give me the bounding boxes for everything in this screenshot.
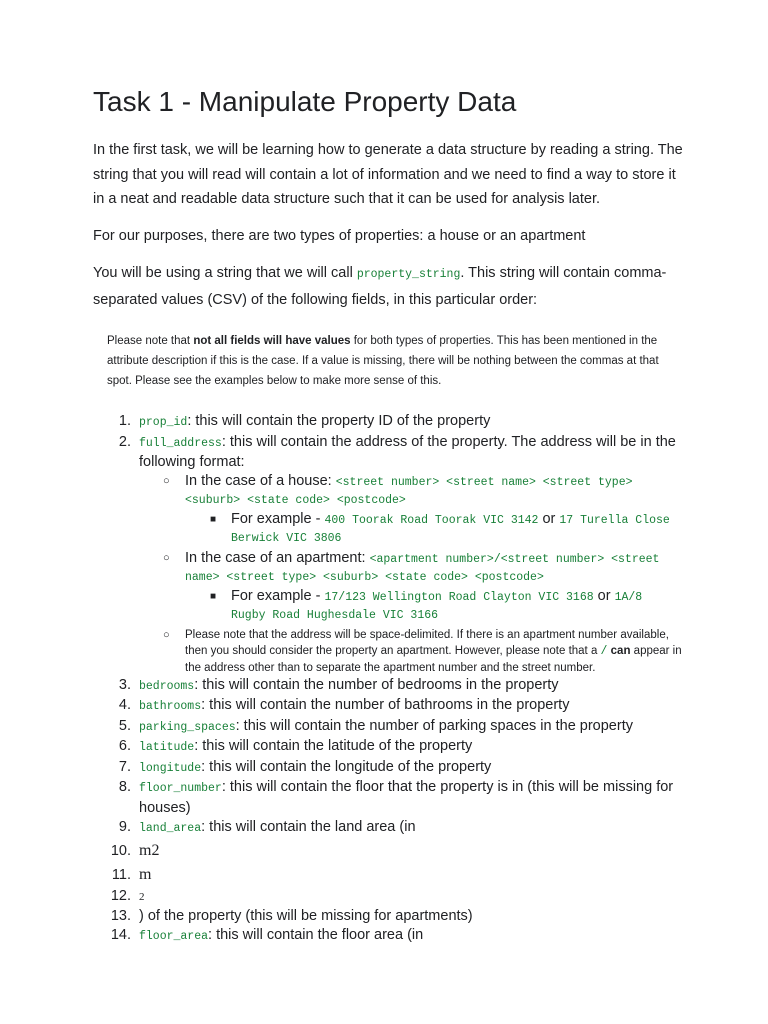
square-bullet-icon: ■ bbox=[210, 590, 217, 602]
field-description: : this will contain the address of the property. The address will be in the following format: bbox=[139, 433, 676, 470]
field-code: latitude bbox=[139, 741, 195, 754]
list-item bbox=[93, 433, 683, 473]
list-number: 10. bbox=[110, 842, 131, 859]
list-item bbox=[93, 717, 683, 738]
list-item bbox=[93, 696, 683, 717]
address-note-after: appear in the address other than to separate the apartment number and the street number. bbox=[185, 644, 682, 674]
field-code: land_area bbox=[139, 822, 202, 835]
house-format-code: <street number> <street name> <street type> <suburb> <state code> <postcode> bbox=[185, 475, 633, 507]
house-example-2: 17 Turella Close Berwick VIC 3806 bbox=[231, 513, 670, 545]
field-description: : this will contain the property ID of the property bbox=[187, 413, 491, 429]
fields-list bbox=[93, 412, 683, 947]
apartment-format-item bbox=[93, 550, 683, 586]
list-number: 3. bbox=[118, 676, 131, 693]
circle-bullet-icon: ○ bbox=[163, 628, 170, 641]
list-number: 13. bbox=[110, 907, 131, 924]
house-example-1: 400 Toorak Road Toorak VIC 3142 bbox=[324, 513, 539, 527]
apartment-example-2: 1A/8 Rugby Road Hughesdale VIC 3166 bbox=[231, 590, 643, 622]
square-bullet-icon: ■ bbox=[210, 513, 217, 525]
unit-text: m bbox=[139, 865, 152, 883]
field-code: parking_spaces bbox=[139, 720, 236, 734]
example-label: For example - bbox=[231, 510, 325, 527]
field-code: bathrooms bbox=[139, 700, 202, 713]
field-description: : this will contain the land area (in bbox=[201, 819, 416, 835]
unit-text: m2 bbox=[139, 841, 160, 859]
field-code: floor_area bbox=[139, 930, 209, 943]
field-description: : this will contain the number of bathrooms in the property bbox=[201, 697, 570, 713]
list-item bbox=[93, 887, 683, 907]
apartment-example-1: 17/123 Wellington Road Clayton VIC 3168 bbox=[324, 590, 594, 604]
circle-bullet-icon: ○ bbox=[163, 551, 170, 564]
list-number: 5. bbox=[118, 717, 131, 734]
list-item bbox=[93, 863, 683, 887]
circle-bullet-icon: ○ bbox=[163, 474, 170, 487]
list-number: 14. bbox=[110, 927, 131, 943]
field-description: : this will contain the floor that the property is in (this will be missing for houses) bbox=[139, 779, 674, 816]
field-code: bedrooms bbox=[139, 679, 195, 693]
field-code: longitude bbox=[139, 761, 202, 775]
list-item bbox=[93, 926, 683, 947]
field-code: full_address bbox=[139, 436, 222, 450]
list-number: 1. bbox=[118, 413, 131, 429]
list-number: 8. bbox=[118, 779, 131, 795]
house-format-item bbox=[93, 473, 683, 509]
field-description: : this will contain the number of parking spaces in the property bbox=[235, 717, 633, 734]
field-description: : this will contain the latitude of the property bbox=[194, 738, 473, 754]
csv-text-before: You will be using a string that we will call bbox=[93, 265, 357, 281]
field-code: floor_number bbox=[139, 782, 222, 795]
list-number: 4. bbox=[118, 697, 131, 713]
note-bold: not all fields will have values bbox=[193, 335, 351, 347]
house-label: In the case of a house: bbox=[185, 472, 336, 489]
property-string-code: property_string bbox=[356, 268, 461, 281]
field-description: : this will contain the number of bedrooms in the property bbox=[194, 676, 559, 693]
apartment-example-item bbox=[93, 588, 683, 624]
address-note-item bbox=[93, 627, 683, 676]
page-title: Task 1 - Manipulate Property Data bbox=[93, 86, 517, 117]
list-number: 7. bbox=[118, 758, 131, 775]
list-number: 12. bbox=[110, 887, 131, 904]
list-item bbox=[93, 839, 683, 863]
property-types-paragraph: For our purposes, there are two types of properties: a house or an apartment bbox=[93, 228, 586, 244]
list-item bbox=[93, 778, 683, 818]
list-item bbox=[93, 907, 683, 927]
note-text-before: Please note that bbox=[107, 335, 194, 347]
unit-text: 2 bbox=[139, 890, 145, 903]
list-item bbox=[93, 737, 683, 758]
csv-text-after: . This string will contain comma-separated values (CSV) of the following fields, in this particular order: bbox=[93, 265, 667, 308]
or-text: or bbox=[593, 587, 615, 604]
address-note-bold: can bbox=[610, 644, 631, 657]
list-item bbox=[93, 758, 683, 779]
field-description: : this will contain the floor area (in bbox=[208, 927, 424, 943]
apartment-format-code: <apartment number>/<street number> <street name> <street type> <suburb> <state code> <postcode> bbox=[185, 552, 660, 584]
field-description: ) of the property (this will be missing for apartments) bbox=[139, 907, 473, 924]
csv-paragraph bbox=[93, 261, 683, 312]
field-code: prop_id bbox=[139, 416, 188, 429]
list-number: 6. bbox=[118, 738, 131, 754]
intro-paragraph: In the first task, we will be learning how to generate a data structure by reading a string. The string that you will read will contain a lot of information and we need to find a way to store it in a neat and readable data structure such that it can be used for analysis later. bbox=[93, 142, 683, 207]
or-text: or bbox=[538, 510, 560, 527]
field-description: : this will contain the longitude of the property bbox=[201, 758, 492, 775]
list-item bbox=[93, 412, 683, 433]
address-note-before: Please note that the address will be space-delimited. If there is an apartment number available, then you should consider the property an apartment. However, please note that a bbox=[185, 628, 669, 657]
apartment-label: In the case of an apartment: bbox=[185, 549, 370, 566]
list-number: 2. bbox=[118, 433, 131, 450]
list-number: 9. bbox=[118, 819, 131, 835]
house-example-item bbox=[93, 511, 683, 547]
example-label: For example - bbox=[231, 587, 325, 604]
slash-code: / bbox=[600, 644, 608, 658]
note-text-after: for both types of properties. This has been mentioned in the attribute description if this is the case. If a value is missing, there will be nothing between the commas at that spot. Please see the examples below to make more sense of this. bbox=[107, 335, 659, 387]
list-item bbox=[93, 818, 683, 839]
note-callout bbox=[107, 331, 681, 391]
list-item bbox=[93, 676, 683, 697]
list-number: 11. bbox=[111, 866, 131, 883]
